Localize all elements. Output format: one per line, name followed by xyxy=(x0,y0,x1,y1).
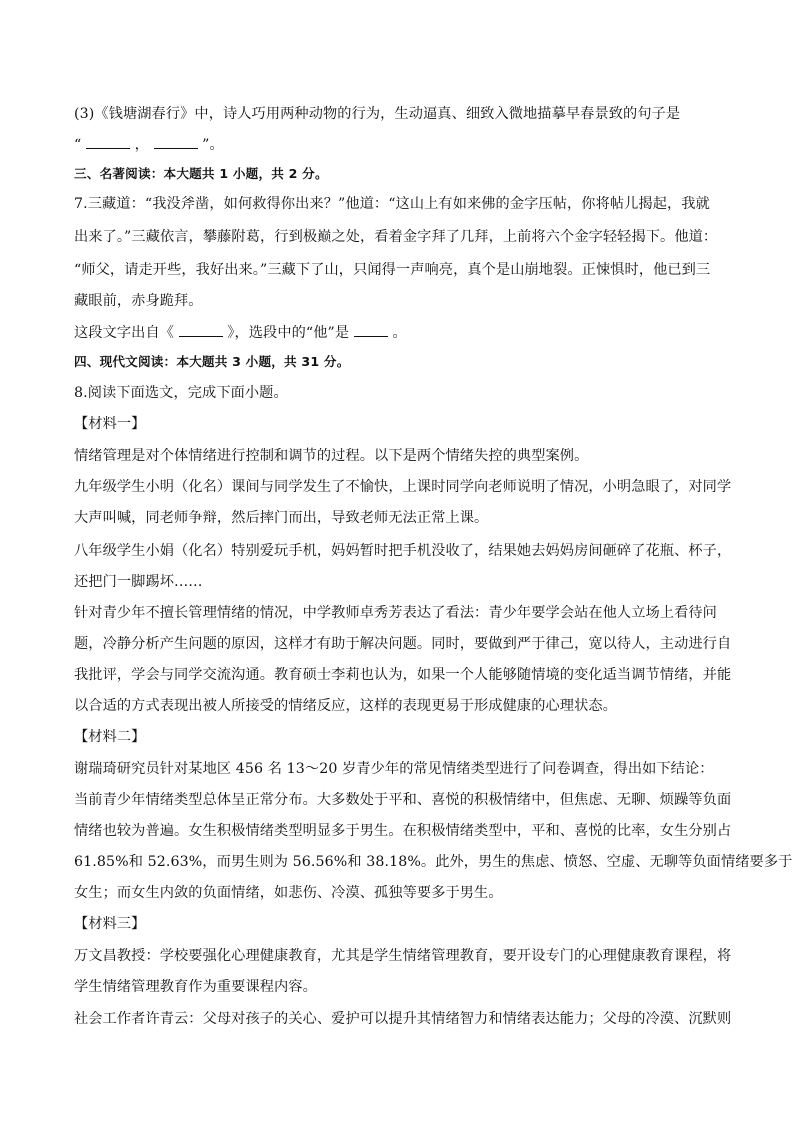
material2-line-3: 情绪也较为普遍。女生积极情绪类型明显多于男生。在积极情绪类型中，平和、喜悦的比率，女生分别占 xyxy=(74,823,732,839)
material1-title: 【材料一】 xyxy=(74,416,146,432)
answer-blank-book[interactable] xyxy=(179,322,223,337)
material2-title: 【材料二】 xyxy=(74,729,146,745)
material2-line-1: 谢瑞琦研究员针对某地区 456 名 13～20 岁青少年的常见情绪类型进行了问卷调查，得出如下结论： xyxy=(74,761,714,777)
material1-line-4: 八年级学生小娟（化名）特别爱玩手机，妈妈暂时把手机没收了，结果她去妈妈房间砸碎了花瓶、杯子， xyxy=(74,543,732,559)
q6-3-answer-line xyxy=(74,134,724,155)
q7-question xyxy=(74,322,724,343)
q7-question-prefix: 这段文字出自《 xyxy=(74,325,175,341)
section4-heading: 四、现代文阅读：本大题共 3 小题，共 31 分。 xyxy=(74,354,350,369)
q7-question-end: 。 xyxy=(392,325,407,341)
q7-line-2: 出来了。”三藏依言，攀藤附葛，行到极巅之处，看着金字拜了几拜，上前将六个金字轻轻揭下。他道： xyxy=(74,229,718,245)
q8-intro: 8.阅读下面选文，完成下面小题。 xyxy=(74,385,288,401)
q7-line-4: 藏眼前，赤身跪拜。 xyxy=(74,293,203,309)
material1-line-7: 题，冷静分析产生问题的原因，这样才有助于解决问题。同时，要做到严于律己，宽以待人，主动进行自 xyxy=(74,636,732,652)
close-quote: ”。 xyxy=(202,137,224,153)
material1-line-5: 还把门一脚踢坏…… xyxy=(74,574,203,590)
material3-title: 【材料三】 xyxy=(74,916,146,932)
comma: ， xyxy=(134,137,149,153)
material1-line-8: 我批评，学会与同学交流沟通。教育硕士李莉也认为，如果一个人能够随情境的变化适当调节情绪，并能 xyxy=(74,667,732,683)
material3-line-3: 社会工作者许青云：父母对孩子的关心、爱护可以提升其情绪智力和情绪表达能力；父母的冷漠、沉默则 xyxy=(74,1011,732,1027)
section3-heading: 三、名著阅读：本大题共 1 小题，共 2 分。 xyxy=(74,166,328,181)
q7-question-mid: 》，选段中的“他”是 xyxy=(227,325,350,341)
material1-line-3: 大声叫喊，同老师争辩，然后摔门而出，导致老师无法正常上课。 xyxy=(74,510,489,526)
material2-line-5: 女生；而女生内敛的负面情绪，如悲伤、冷漠、孤独等要多于男生。 xyxy=(74,885,503,901)
q7-line-1: 7.三藏道：“我没斧凿，如何救得你出来？”他道：“这山上有如来佛的金字压帖，你将帖儿揭起，我就 xyxy=(74,196,710,212)
answer-blank-he[interactable] xyxy=(354,322,388,337)
answer-blank-2[interactable] xyxy=(154,134,198,149)
q6-3-prompt: (3)《钱塘湖春行》中，诗人巧用两种动物的行为，生动逼真、细致入微地描摹早春景致的句子是 xyxy=(74,106,681,122)
material1-line-2: 九年级学生小明（化名）课间与同学发生了不愉快，上课时同学向老师说明了情况，小明急眼了，对同学 xyxy=(74,479,732,495)
material3-line-2: 学生情绪管理教育作为重要课程内容。 xyxy=(74,979,317,995)
answer-blank-1[interactable] xyxy=(86,134,130,149)
material2-line-2: 当前青少年情绪类型总体呈正常分布。大多数处于平和、喜悦的积极情绪中，但焦虑、无聊、烦躁等负面 xyxy=(74,792,732,808)
material1-line-1: 情绪管理是对个体情绪进行控制和调节的过程。以下是两个情绪失控的典型案例。 xyxy=(74,448,589,464)
material1-line-9: 以合适的方式表现出被人所接受的情绪反应，这样的表现更易于形成健康的心理状态。 xyxy=(74,698,617,714)
material1-line-6: 针对青少年不擅长管理情绪的情况，中学教师卓秀芳表达了看法：青少年要学会站在他人立场上看待问 xyxy=(74,605,717,621)
material3-line-1: 万文昌教授：学校要强化心理健康教育，尤其是学生情绪管理教育，要开设专门的心理健康教育课程，将 xyxy=(74,948,732,964)
q7-line-3: “师父，请走开些，我好出来。”三藏下了山，只闻得一声响亮，真个是山崩地裂。正悚惧时，他已到三 xyxy=(74,262,711,278)
material2-line-4: 61.85%和 52.63%，而男生则为 56.56%和 38.18%。此外，男生的焦虑、愤怒、空虚、无聊等负面情绪要多于 xyxy=(74,854,793,870)
open-quote: “ xyxy=(74,137,82,153)
